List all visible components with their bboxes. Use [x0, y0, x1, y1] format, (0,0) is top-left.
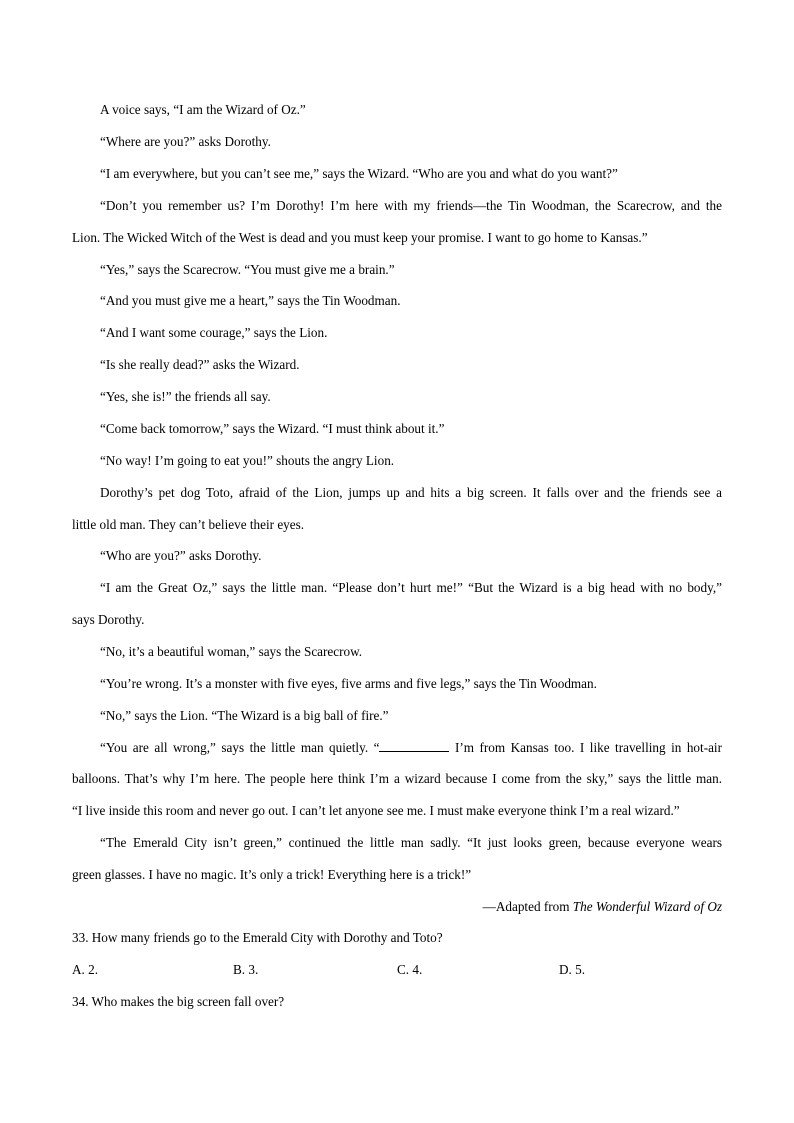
- paragraph-6: “And you must give me a heart,” says the Tin Woodman.: [100, 293, 401, 308]
- paragraph-16: “You’re wrong. It’s a monster with five eyes, five arms and five legs,” says the Tin Woodman.: [100, 676, 597, 691]
- paragraph-11: “No way! I’m going to eat you!” shouts the angry Lion.: [100, 453, 395, 468]
- paragraph-3: “I am everywhere, but you can’t see me,” says the Wizard. “Who are you and what do you want?”: [100, 166, 618, 181]
- paragraph-9: “Yes, she is!” the friends all say.: [100, 389, 271, 404]
- source-title: The Wonderful Wizard of Oz: [572, 899, 722, 914]
- question-33-option-a[interactable]: A. 2.: [72, 962, 99, 977]
- paragraph-4-line-2: Lion. The Wicked Witch of the West is dead and you must keep your promise. I want to go home to Kansas.”: [72, 230, 648, 245]
- paragraph-18-text-b: I’m from Kansas too. I like travelling in hot-air: [449, 740, 722, 755]
- paragraph-18-line-3: “I live inside this room and never go out. I can’t let anyone see me. I must make everyone think I’m a real wizard.”: [72, 803, 680, 818]
- paragraph-8: “Is she really dead?” asks the Wizard.: [100, 357, 300, 372]
- question-33-option-c[interactable]: C. 4.: [397, 962, 423, 977]
- paragraph-14-line-2: says Dorothy.: [72, 612, 145, 627]
- paragraph-7: “And I want some courage,” says the Lion.: [100, 325, 328, 340]
- paragraph-18-text-a: “You are all wrong,” says the little man quietly. “: [100, 740, 380, 755]
- answer-blank[interactable]: [379, 739, 449, 752]
- paragraph-18-line-2: balloons. That’s why I’m here. The people here think I’m a wizard because I come from the sky,” says the little man.: [72, 771, 722, 786]
- paragraph-2: “Where are you?” asks Dorothy.: [100, 134, 271, 149]
- source-attribution: [72, 898, 722, 916]
- paragraph-12-line-1: Dorothy’s pet dog Toto, afraid of the Lion, jumps up and hits a big screen. It falls over and the friends see a: [100, 485, 722, 500]
- paragraph-19-line-2: green glasses. I have no magic. It’s only a trick! Everything here is a trick!”: [72, 867, 472, 882]
- question-33-option-b[interactable]: B. 3.: [233, 962, 259, 977]
- paragraph-18-line-1: [100, 739, 722, 757]
- paragraph-14-line-1: “I am the Great Oz,” says the little man. “Please don’t hurt me!” “But the Wizard is a big head with no body,”: [100, 580, 722, 595]
- paragraph-15: “No, it’s a beautiful woman,” says the Scarecrow.: [100, 644, 363, 659]
- paragraph-13: “Who are you?” asks Dorothy.: [100, 548, 262, 563]
- paragraph-10: “Come back tomorrow,” says the Wizard. “I must think about it.”: [100, 421, 445, 436]
- paragraph-19-line-1: “The Emerald City isn’t green,” continued the little man sadly. “It just looks green, because everyone wears: [100, 835, 722, 850]
- paragraph-4-line-1: “Don’t you remember us? I’m Dorothy! I’m here with my friends—the Tin Woodman, the Scarecrow, and the: [100, 198, 722, 213]
- source-prefix: —Adapted from: [482, 899, 573, 914]
- paragraph-5: “Yes,” says the Scarecrow. “You must give me a brain.”: [100, 262, 395, 277]
- paragraph-1: A voice says, “I am the Wizard of Oz.”: [100, 102, 306, 117]
- question-33-option-d[interactable]: D. 5.: [559, 962, 586, 977]
- question-34-stem: 34. Who makes the big screen fall over?: [72, 994, 285, 1009]
- paragraph-12-line-2: little old man. They can’t believe their eyes.: [72, 517, 305, 532]
- paragraph-17: “No,” says the Lion. “The Wizard is a big ball of fire.”: [100, 708, 389, 723]
- question-33-stem: 33. How many friends go to the Emerald City with Dorothy and Toto?: [72, 930, 443, 945]
